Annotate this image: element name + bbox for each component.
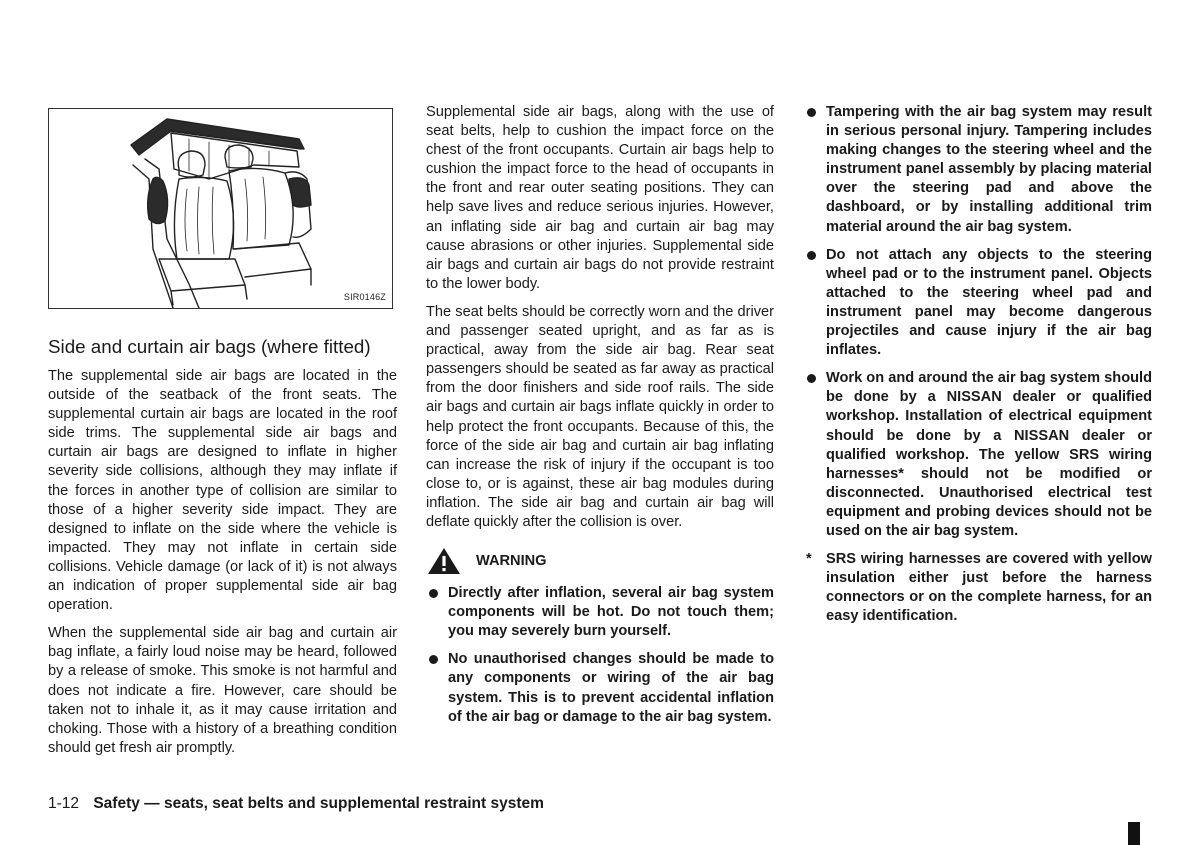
figure-code: SIR0146Z <box>343 292 386 302</box>
footnote-marker: * <box>806 551 812 568</box>
column-1 <box>48 335 397 767</box>
list-item-text: Work on and around the air bag system should be done by a NISSAN dealer or qualified workshop. Installation of electrical equipment should be done by a NISSAN dealer or qualified workshop. The yellow SRS wiring harnesses* should not be modified or disconnected. Unauthorised electrical test equipment and probing devices should not be used on the air bag system. <box>826 370 1152 539</box>
bullet-icon <box>429 589 438 598</box>
paragraph: The seat belts should be correctly worn and the driver and passenger seated upright, and as far as is practical, away from the side air bag. Rear seat passengers should be seated as far away as practical from the door finishers and side roof rails. The side air bags and curtain air bags inflate quickly in order to help protect the front occupants. Because of this, the force of the side air bag and curtain air bag inflating can increase the risk of injury if the occupant is too close to, or is against, these air bag modules during inflation. The side air bag and curtain air bag will deflate quickly after the collision is over. <box>426 303 774 530</box>
warning-list-continued <box>804 103 1152 541</box>
column-2 <box>426 103 774 736</box>
paragraph: The supplemental side air bags are located in the outside of the seatback of the front seats. The supplemental curtain air bags are located in the roof side trims. The supplemental side air bags and curtain air bags are designed to inflate in higher severity side collisions, although they may inflate if the forces in another type of collision are similar to those of a higher severity side impact. They are designed to inflate on the side where the vehicle is impacted. They may not inflate in certain side collisions. Vehicle damage (or lack of it) is not always an indication of proper supplemental side air bag operation. <box>48 368 397 614</box>
warning-label: WARNING <box>476 552 547 569</box>
warning-list <box>426 584 774 727</box>
list-item <box>804 246 1152 361</box>
column-3 <box>804 103 1152 626</box>
list-item <box>426 650 774 726</box>
warning-header <box>426 546 774 576</box>
list-item <box>426 584 774 641</box>
bullet-icon <box>807 108 816 117</box>
list-item <box>804 369 1152 541</box>
footnote-text: SRS wiring harnesses are covered with yellow insulation either just before the harness connectors or on the complete harness, for an easy identification. <box>826 551 1152 625</box>
edge-tab-marker <box>1128 822 1140 845</box>
bullet-icon <box>807 251 816 260</box>
list-item-text: Directly after inflation, several air bag system components will be hot. Do not touch them; you may severely burn yourself. <box>448 585 774 640</box>
illustration-frame <box>48 108 393 309</box>
paragraph: Supplemental side air bags, along with the use of seat belts, help to cushion the impact force on the chest of the front occupants. Curtain air bags help to cushion the impact force to the head of occupants in the front and rear outer seating positions. They can help save lives and reduce serious injuries. However, an inflating side air bag and curtain air bag may cause abrasions or other injuries. Supplemental side air bags and curtain air bags do not provide restraint to the lower body. <box>426 104 774 292</box>
list-item-text: Tampering with the air bag system may result in serious personal injury. Tampering includes making changes to the steering wheel and the instrument panel assembly by placing material over the steering pad and above the dashboard, or by installing additional trim material around the air bag system. <box>826 104 1152 235</box>
footer-title: Safety — seats, seat belts and supplemental restraint system <box>93 795 544 812</box>
list-item-text: Do not attach any objects to the steering wheel pad or to the instrument panel. Objects attached to the steering wheel pad and instrument panel may become dangerous projectiles and cause injury if the air bag inflates. <box>826 246 1152 359</box>
list-item-text: No unauthorised changes should be made to any components or wiring of the air bag system. This is to prevent accidental inflation of the air bag or damage to the air bag system. <box>448 651 774 725</box>
list-item <box>804 103 1152 237</box>
page-footer <box>48 795 544 813</box>
page-number: 1-12 <box>48 795 80 812</box>
bullet-icon <box>807 374 816 383</box>
seat-airbag-illustration <box>49 109 392 308</box>
footnote <box>804 550 1152 626</box>
paragraph: When the supplemental side air bag and curtain air bag inflate, a fairly loud noise may be heard, followed by a release of smoke. This smoke is not harmful and does not indicate a fire. However, care should be taken not to inhale it, as it may cause irritation and choking. Those with a history of a breathing condition should get fresh air promptly. <box>48 625 397 756</box>
section-heading: Side and curtain air bags (where fitted) <box>48 336 371 357</box>
warning-triangle-icon <box>426 546 462 576</box>
bullet-icon <box>429 655 438 664</box>
